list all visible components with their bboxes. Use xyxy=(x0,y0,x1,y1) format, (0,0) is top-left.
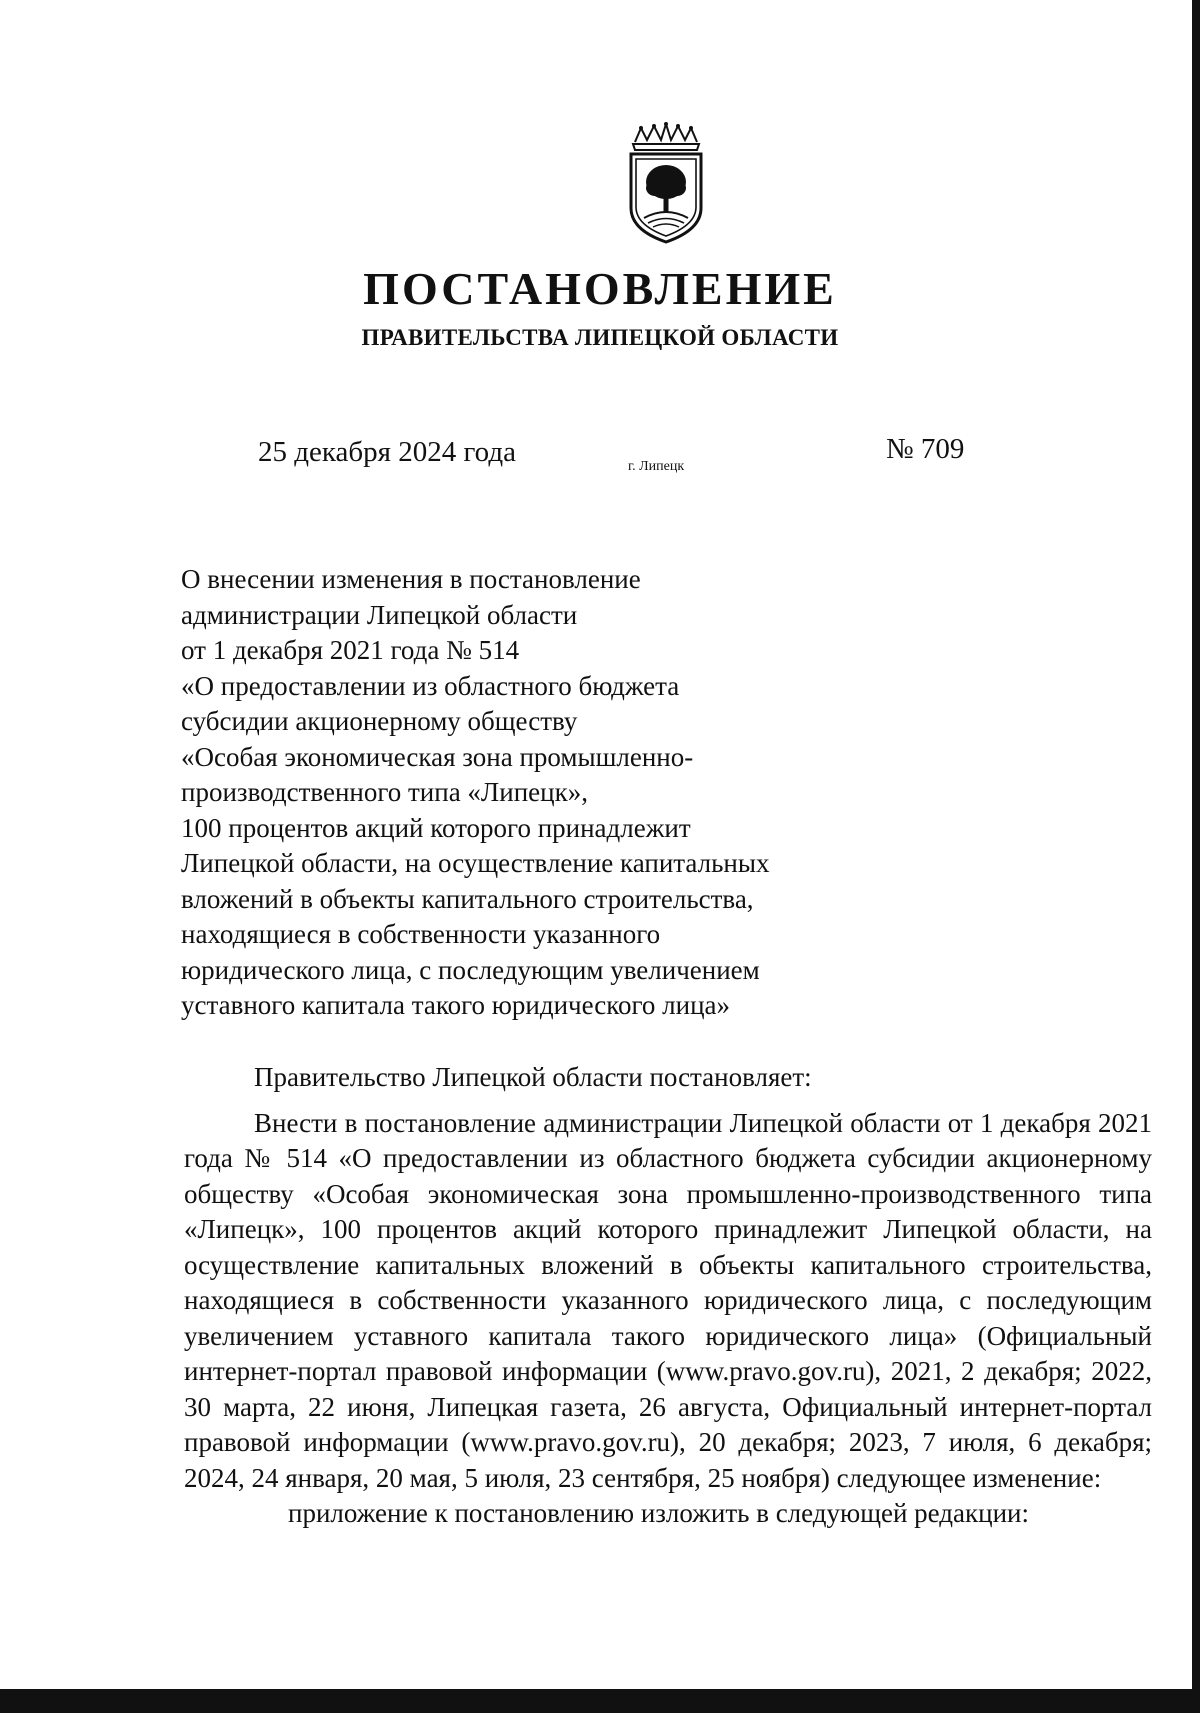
subject-line: Липецкой области, на осуществление капитальных xyxy=(181,848,770,878)
resolution-intro: Правительство Липецкой области постановляет: xyxy=(254,1062,812,1092)
subject-line: «Особая экономическая зона промышленно- xyxy=(181,741,694,772)
subject-line: О внесении изменения в постановление xyxy=(181,564,641,594)
scan-bottom-edge xyxy=(0,1689,1200,1713)
document-date: 25 декабря 2024 года xyxy=(258,436,516,468)
issuer-title: ПРАВИТЕЛЬСТВА ЛИПЕЦКОЙ ОБЛАСТИ xyxy=(361,325,839,350)
subject-line: субсидии акционерному обществу xyxy=(181,706,578,736)
subject-line: производственного типа «Липецк», xyxy=(181,777,588,807)
coat-of-arms-icon xyxy=(617,122,715,246)
body-text xyxy=(184,1060,1152,1532)
subject-line: от 1 декабря 2021 года № 514 xyxy=(181,635,520,665)
subject-block xyxy=(181,562,841,1024)
resolution-final-line: приложение к постановлению изложить в следующей редакции: xyxy=(288,1498,1029,1528)
scan-right-edge xyxy=(1192,0,1200,1713)
subject-line: администрации Липецкой области xyxy=(181,599,578,630)
document-type-title: ПОСТАНОВЛЕНИЕ xyxy=(363,263,837,314)
subject-line: уставного капитала такого юридического лица» xyxy=(181,990,731,1020)
subject-line: находящиеся в собственности указанного xyxy=(181,919,661,949)
subject-line: «О предоставлении из областного бюджета xyxy=(181,670,680,701)
subject-line: вложений в объекты капитального строительства, xyxy=(181,883,754,914)
subject-line: юридического лица, с последующим увеличением xyxy=(181,954,760,985)
document-number: № 709 xyxy=(886,433,965,465)
resolution-main-text: Внести в постановление администрации Липецкой области от 1 декабря 2021 года № 514 «О предоставлении из областного бюджета субсидии акционерному обществу «Особая экономическая зона промышленно-производственного типа «Липецк», 100 процентов акций которого принадлежит Липецкой области, на осуществление капитальных вложений в объекты капитального строительства, находящиеся в собственности указанного юридического лица, с последующим увеличением уставного капитала такого юридического лица» (Официальный интернет-портал правовой информации (www.pravo.gov.ru), 2021, 2 декабря; 2022, 30 марта, 22 июня, Липецкая газета, 26 августа, Официальный интернет-портал правовой информации (www.pravo.gov.ru), 20 декабря; 2023, 7 июля, 6 декабря; 2024, 24 января, 20 мая, 5 июля, 23 сентября, 25 ноября) следующее изменение: xyxy=(184,1107,1152,1493)
document-city: г. Липецк xyxy=(628,459,685,474)
subject-line: 100 процентов акций которого принадлежит xyxy=(181,812,691,843)
